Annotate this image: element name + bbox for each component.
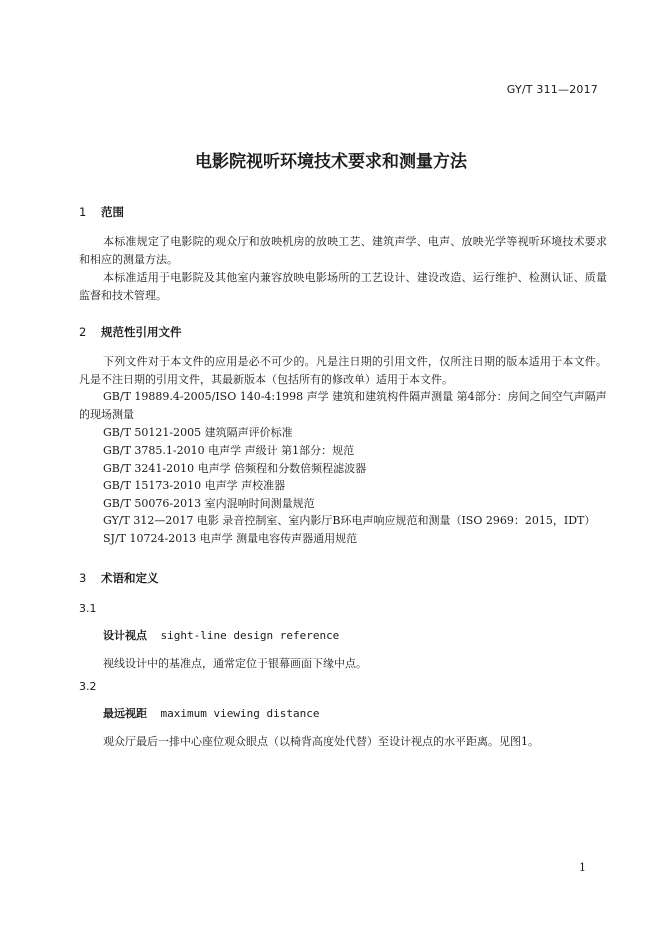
references-intro: 下列文件对于本文件的应用是必不可少的。凡是注日期的引用文件，仅所注日期的版本适用于本文件。凡是不注日期的引用文件，其最新版本（包括所有的修改单）适用于本文件。 [79, 355, 607, 386]
term-entry [103, 705, 319, 721]
reference-item: GY/T 312—2017 电影 录音控制室、室内影厅B环电声响应规范和测量（ISO 2969：2015，IDT） [103, 514, 596, 527]
reference-item: GB/T 19889.4-2005/ISO 140-4:1998 声学 建筑和建筑构件隔声测量 第4部分：房间之间空气声隔声的现场测量 [79, 390, 607, 421]
section-title: 范围 [101, 205, 125, 219]
reference-item: GB/T 3241-2010 电声学 倍频程和分数倍频程滤波器 [103, 462, 367, 475]
section-number: 1 [79, 205, 87, 219]
term-english: sight-line design reference [160, 629, 340, 642]
reference-item: GB/T 50121-2005 建筑隔声评价标准 [103, 426, 293, 439]
term-definition: 观众厅最后一排中心座位观众眼点（以椅背高度处代替）至设计视点的水平距离。见图1。 [103, 735, 539, 748]
term-chinese: 设计视点 [103, 629, 147, 642]
section-heading-terms-definitions [79, 570, 159, 586]
section-title: 规范性引用文件 [101, 325, 182, 339]
section-heading-scope [79, 204, 124, 220]
reference-item: GB/T 3785.1-2010 电声学 声级计 第1部分：规范 [103, 444, 355, 457]
reference-item: SJ/T 10724-2013 电声学 测量电容传声器通用规范 [103, 532, 358, 545]
term-english: maximum viewing distance [160, 707, 320, 720]
reference-item: GB/T 50076-2013 室内混响时间测量规范 [103, 497, 315, 510]
section-number: 2 [79, 325, 87, 339]
standard-code: GY/T 311—2017 [506, 83, 598, 96]
section-number: 3 [79, 571, 87, 585]
section-heading-normative-references [79, 324, 182, 340]
term-number: 3.1 [79, 602, 97, 615]
term-chinese: 最远视距 [103, 707, 147, 720]
section-title: 术语和定义 [101, 571, 159, 585]
document-title: 电影院视听环境技术要求和测量方法 [195, 152, 467, 172]
term-entry [103, 627, 339, 643]
scope-paragraph-2: 本标准适用于电影院及其他室内兼容放映电影场所的工艺设计、建设改造、运行维护、检测认证、质量监督和技术管理。 [79, 271, 607, 302]
term-definition: 视线设计中的基准点，通常定位于银幕画面下缘中点。 [103, 657, 367, 670]
reference-item: GB/T 15173-2010 电声学 声校准器 [103, 479, 286, 492]
term-number: 3.2 [79, 680, 97, 693]
scope-paragraph-1: 本标准规定了电影院的观众厅和放映机房的放映工艺、建筑声学、电声、放映光学等视听环境技术要求和相应的测量方法。 [79, 235, 607, 266]
page-number: 1 [579, 861, 586, 874]
